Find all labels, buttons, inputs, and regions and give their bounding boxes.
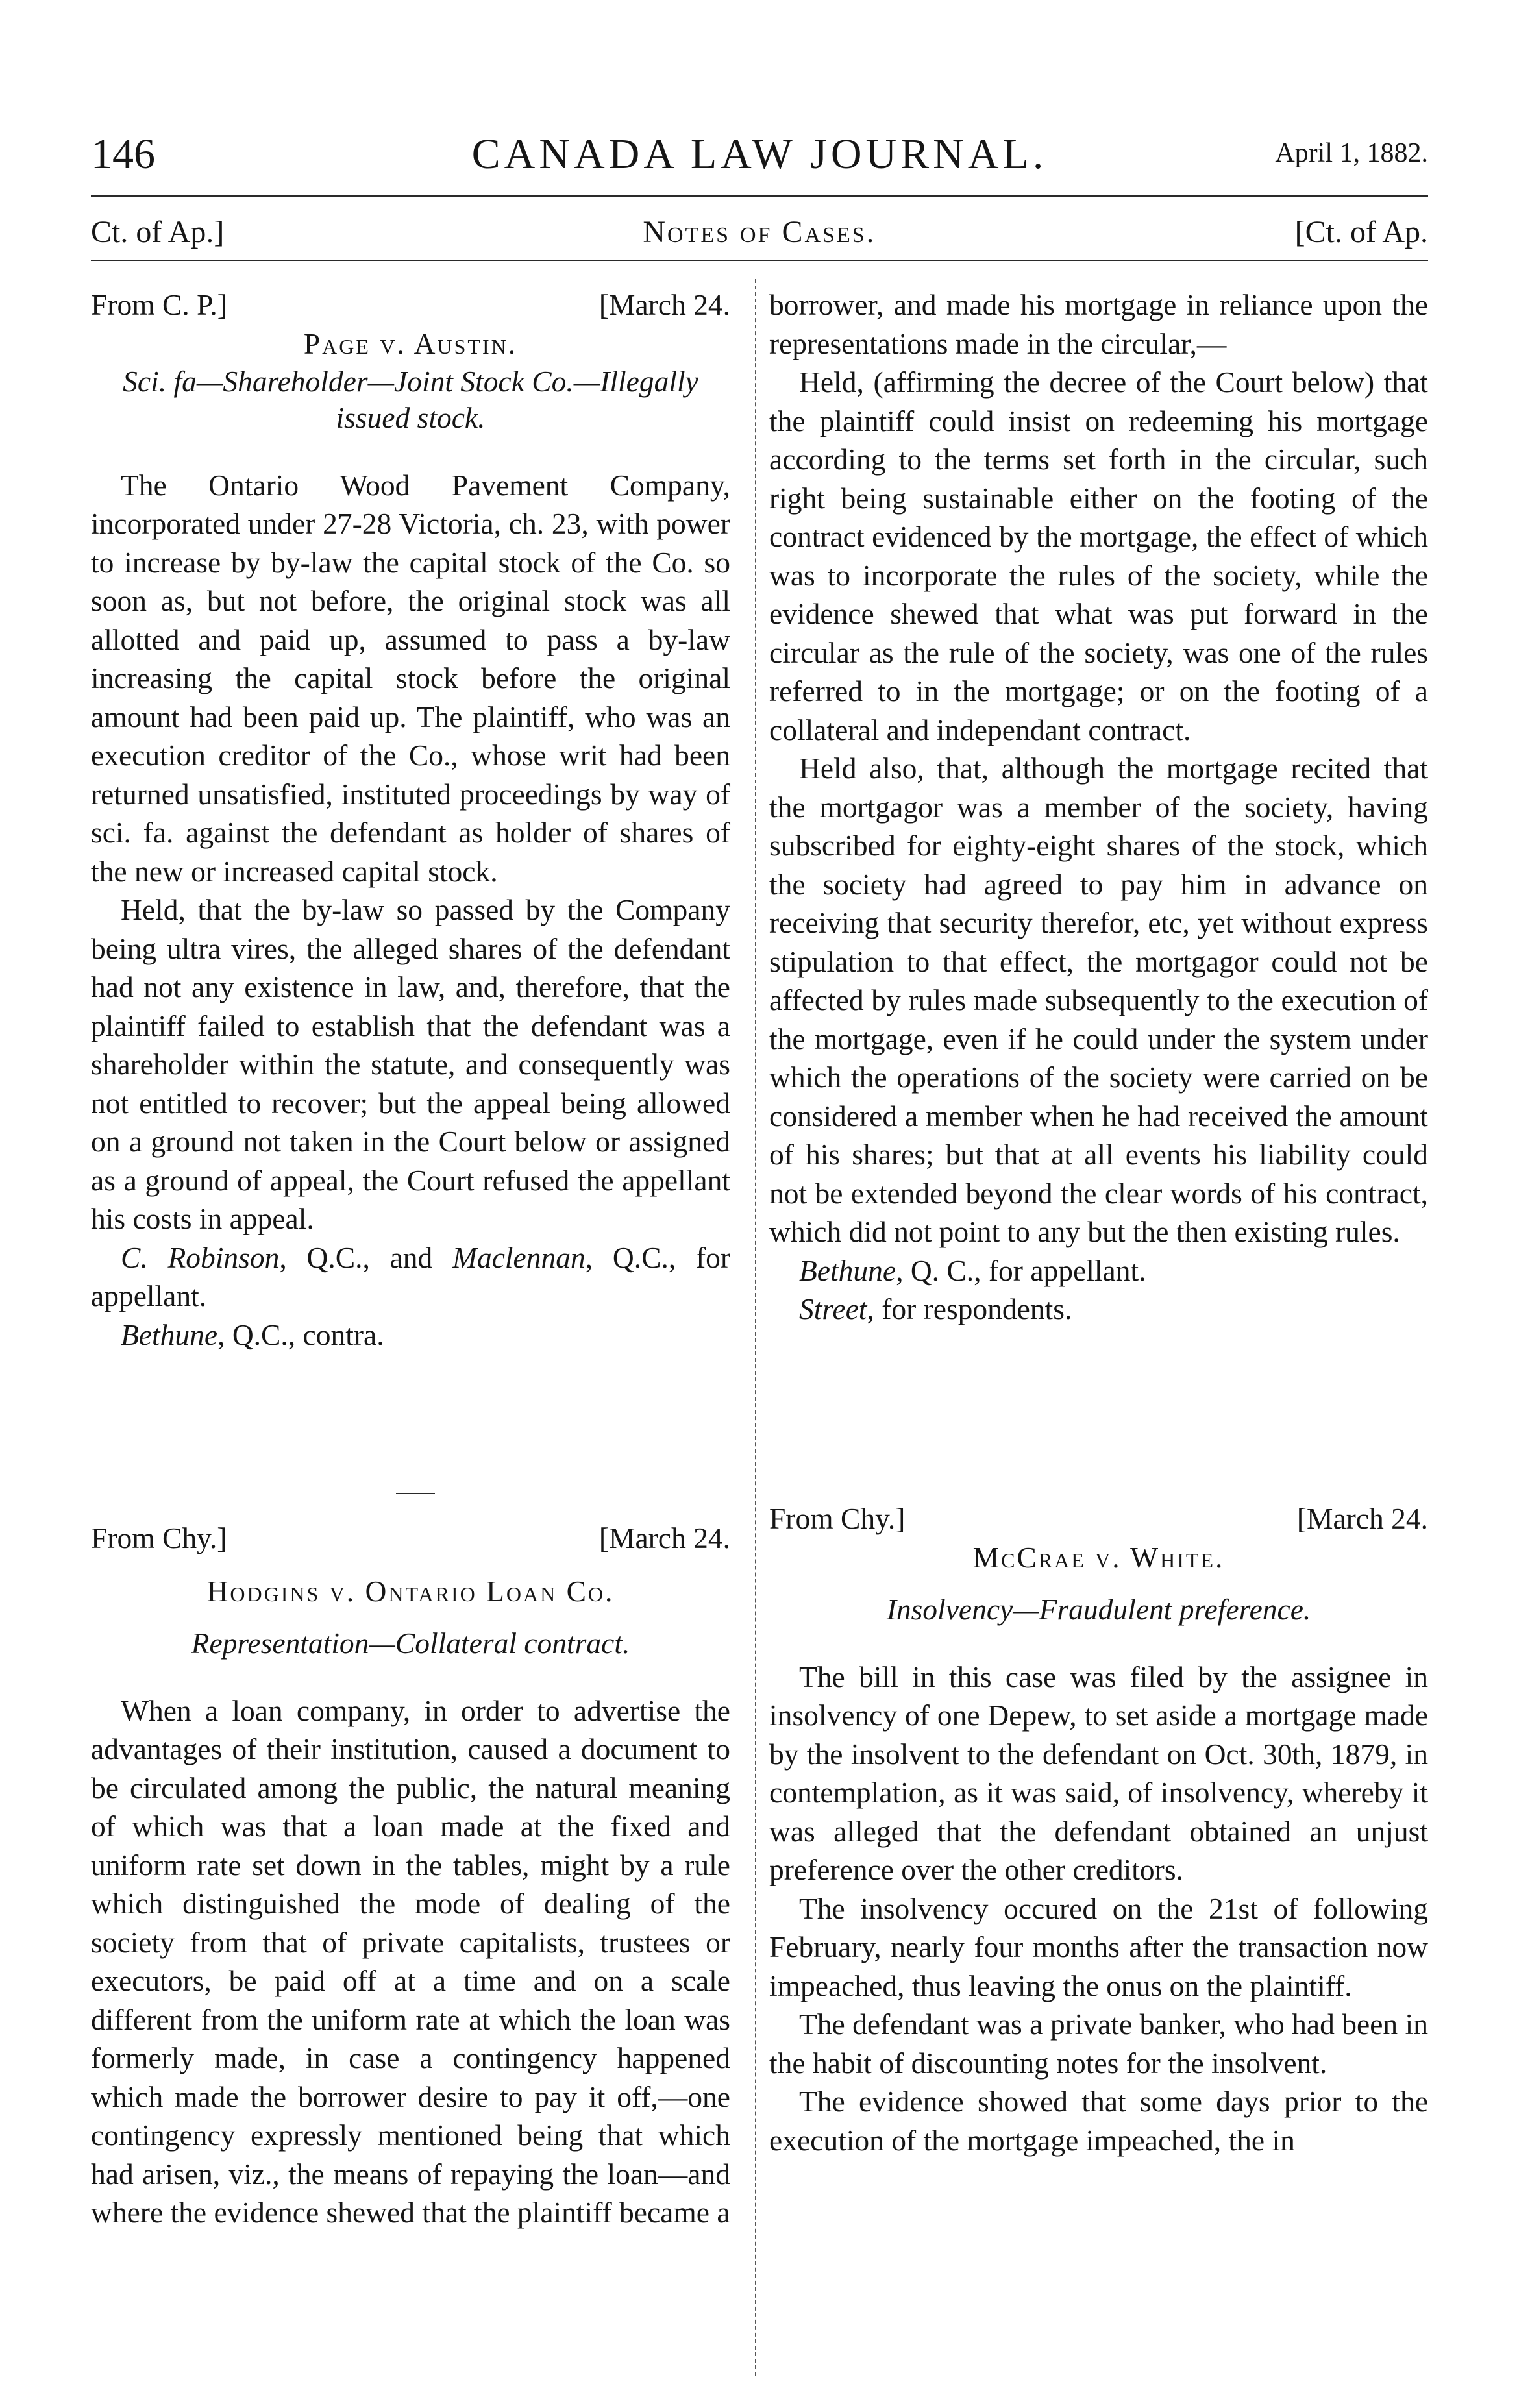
counsel-name: C. Robinson <box>121 1240 280 1274</box>
case-title: Page v. Austin. <box>303 327 518 360</box>
issue-date: April 1, 1882. <box>1275 138 1428 168</box>
case-paragraph: The Ontario Wood Pavement Company, incorporated under 27-28 Victoria, ch. 23, with power to increase by by-law the capital stock of the Co. so soon as, but not before, the original stock was all allotted and paid up, assumed to pass a by-law increasing the capital stock before the original amount had been paid up. The plaintiff, who was an execution creditor of the Co., whose writ had been returned unsatisfied, instituted proceedings by way of sci. fa. against the defendant as holder of shares of the new or increased capital stock. <box>91 468 730 888</box>
case-paragraph: The evidence showed that some days prior to the execution of the mortgage impeached, the in <box>769 2085 1428 2157</box>
counsel-name: Maclennan <box>452 1240 586 1274</box>
case-hodgins-v-ontario-loan <box>91 1519 730 2232</box>
case-origin-line <box>769 1499 1428 1538</box>
counsel-name: Bethune <box>121 1318 218 1351</box>
case-page-v-austin <box>91 286 730 1354</box>
counsel-text: , Q. C., for appellant. <box>896 1253 1146 1287</box>
running-head <box>91 130 1428 182</box>
section-subheader <box>91 214 1428 253</box>
case-subject: Representation—Collateral contract. <box>191 1626 630 1660</box>
case-origin-line <box>91 1519 730 1558</box>
case-origin-line <box>91 286 730 325</box>
counsel-text: , Q.C., for appellant. <box>91 1240 731 1312</box>
case-title: McCrae v. White. <box>972 1541 1225 1574</box>
counsel-name: Street <box>799 1292 867 1325</box>
case-paragraph: When a loan company, in order to advertise the advantages of their institution, caused a document to be circulated among the public, the natural meaning of which was that a loan made at the fixed and uniform rate set down in the tables, might by a rule which distinguished the mode of dealing of the society from that of private capitalists, trustees or executors, be paid off at a time and on a scale different from the uniform rate at which the loan was formerly made, in case a contingency happened which made the borrower desire to pay it off,—one contingency expressly mentioned being that which had arisen, viz., the means of repaying the loan—and where the evidence shewed that the plaintiff became a <box>91 1693 730 2229</box>
counsel-name: Bethune <box>799 1253 896 1287</box>
counsel-line <box>769 1251 1428 1290</box>
counsel-text: , Q.C., and <box>279 1240 453 1274</box>
subheader-rule <box>91 260 1428 261</box>
court-left: Ct. of Ap.] <box>91 215 225 249</box>
case-paragraph: Held, (affirming the decree of the Court below) that the plaintiff could insist on redeeming his mortgage according to the terms set forth in the circular, such right being sustainable either on the footing of the contract evidenced by the mortgage, the effect of which was to incorporate the rules of the society, while the evidence shewed that what was put forward in the circular as the rule of the society, was one of the rules referred to in the mortgage; or on the footing of a collateral and independant contract. <box>769 365 1428 746</box>
counsel-text: , for respondents. <box>867 1292 1072 1325</box>
column-divider <box>755 279 756 2376</box>
header-rule <box>91 195 1428 197</box>
case-paragraph: The bill in this case was filed by the assignee in insolvency of one Depew, to set aside a mortgage made by the insolvent to the defendant on Oct. 30th, 1879, in contemplation, as it was said, of insolvency, whereby it was alleged that the defendant obtained an unjust preference over the other creditors. <box>769 1660 1428 1886</box>
case-paragraph: Held also, that, although the mortgage recited that the mortgagor was a member of the society, having subscribed for eighty-eight shares of the stock, which the society had agreed to pay him in advance on receiving that security therefor, etc, yet without express stipulation to that effect, the mortgagor could not be affected by rules made subsequently to the execution of the mortgage, even if he could under the system under which the operations of the society were carried on be considered a member when he had received the amount of his shares; but that at all events his liability could not be extended beyond the clear words of his contract, which did not point to any but the then existing rules. <box>769 752 1428 1248</box>
case-origin-court: From Chy.] <box>91 1521 227 1554</box>
case-date: [March 24. <box>1296 1502 1428 1535</box>
case-title: Hodgins v. Ontario Loan Co. <box>206 1575 615 1608</box>
case-origin-court: From Chy.] <box>769 1502 906 1535</box>
counsel-line <box>91 1238 730 1316</box>
case-continuation <box>769 286 1428 1329</box>
journal-title: CANADA LAW JOURNAL. <box>471 130 1048 178</box>
case-paragraph: The defendant was a private banker, who had been in the habit of discounting notes for the insolvent. <box>769 2008 1428 2080</box>
counsel-line <box>91 1316 730 1355</box>
case-subject: Sci. fa—Shareholder—Joint Stock Co.—Illegally issued stock. <box>123 364 698 434</box>
case-paragraph: Held, that the by-law so passed by the Company being ultra vires, the alleged shares of the defendant had not any existence in law, and, therefore, that the plaintiff failed to establish that the defendant was a shareholder within the statute, and consequently was not entitled to recover; but the appeal being allowed on a ground not taken in the Court below or assigned as a ground of appeal, the Court refused the appellant his costs in appeal. <box>91 893 730 1235</box>
case-origin-court: From C. P.] <box>91 288 227 321</box>
case-subject: Insolvency—Fraudulent preference. <box>886 1592 1311 1626</box>
case-date: [March 24. <box>598 288 730 321</box>
case-date: [March 24. <box>598 1521 730 1554</box>
case-separator <box>396 1493 435 1494</box>
page-number: 146 <box>91 130 155 178</box>
section-title: Notes of Cases. <box>643 215 876 249</box>
case-mccrae-v-white <box>769 1499 1428 2159</box>
court-right: [Ct. of Ap. <box>1294 215 1428 249</box>
counsel-text: , Q.C., contra. <box>217 1318 384 1351</box>
case-paragraph: borrower, and made his mortgage in reliance upon the representations made in the circular,— <box>769 288 1428 360</box>
counsel-line <box>769 1290 1428 1329</box>
case-paragraph: The insolvency occured on the 21st of following February, nearly four months after the transaction now impeached, thus leaving the onus on the plaintiff. <box>769 1891 1428 2002</box>
